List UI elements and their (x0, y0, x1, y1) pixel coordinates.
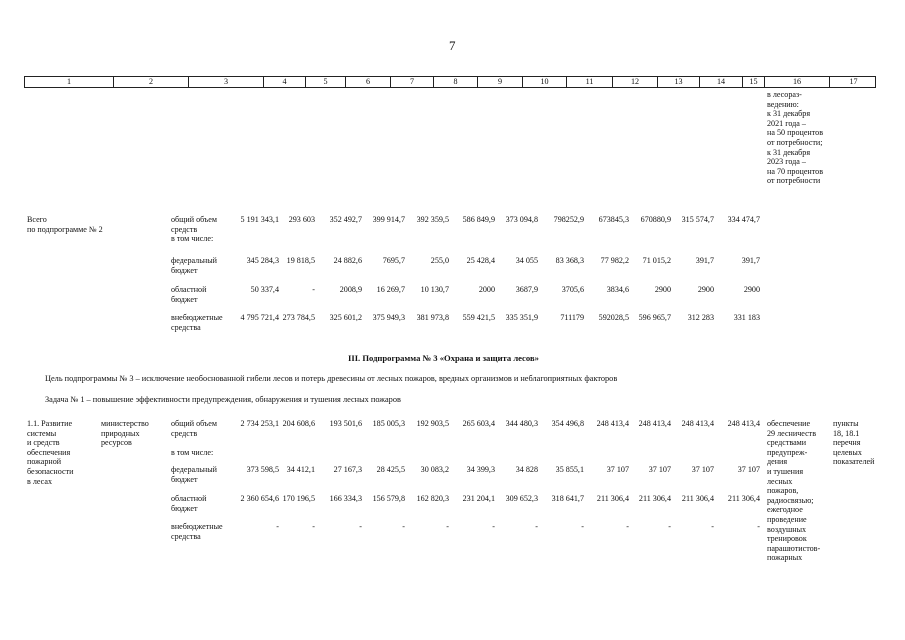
value-cell: 2900 (654, 285, 671, 294)
text-line: 2023 года – (767, 157, 806, 167)
value-cell: 325 601,2 (329, 313, 362, 322)
value-cell: - (535, 522, 538, 531)
value-cell: 28 425,5 (376, 465, 405, 474)
value-cell: 293 603 (288, 215, 315, 224)
value-cell: 335 351,9 (505, 313, 538, 322)
header-col-16: 16 (765, 77, 830, 87)
value-cell: - (668, 522, 671, 531)
value-cell: 37 107 (606, 465, 629, 474)
text-line: от потребности; (767, 137, 823, 147)
text-line: средствами (767, 438, 807, 448)
value-cell: 255,0 (430, 256, 449, 265)
text-line: к 31 декабря (767, 109, 811, 119)
value-cell: 373 094,8 (505, 215, 538, 224)
top-col16-text (767, 90, 823, 186)
value-cell: 391,7 (695, 256, 714, 265)
text-line: пожарных (767, 553, 803, 563)
value-cell: - (711, 522, 714, 531)
value-cell: 71 015,2 (642, 256, 671, 265)
value-cell: 392 359,5 (416, 215, 449, 224)
value-cell: - (402, 522, 405, 531)
funding-source (171, 465, 217, 484)
value-cell: 670880,9 (640, 215, 671, 224)
header-col-12: 12 (613, 77, 658, 87)
text-line: бюджет (171, 474, 198, 484)
text-line: внебюджетные (171, 522, 223, 531)
funding-source (171, 419, 217, 438)
value-cell: 211 306,4 (638, 494, 671, 503)
value-cell: 231 204,1 (462, 494, 495, 503)
value-cell: 2000 (478, 285, 495, 294)
value-cell: 334 474,7 (727, 215, 760, 224)
total-label (27, 215, 103, 234)
value-cell: - (446, 522, 449, 531)
text-line: пожарной (27, 457, 62, 467)
item-col17 (833, 419, 874, 467)
text-line: бюджет (171, 294, 198, 304)
text-line: областной (171, 285, 207, 294)
text-line: обеспечения (27, 447, 71, 457)
value-cell: 2008,9 (339, 285, 362, 294)
funding-source (171, 215, 217, 244)
value-cell: 248 413,4 (638, 419, 671, 428)
value-cell: - (359, 522, 362, 531)
text-line: в том числе: (171, 234, 214, 244)
value-cell: 34 399,3 (466, 465, 495, 474)
text-line: и средств (27, 438, 60, 448)
section-title: III. Подпрограмма № 3 «Охрана и защита лесов» (348, 353, 539, 363)
value-cell: 27 167,3 (333, 465, 362, 474)
value-cell: 3705,6 (561, 285, 584, 294)
text-line: по подпрограмме № 2 (27, 224, 103, 234)
text-line: обеспечение (767, 419, 811, 428)
value-cell: - (626, 522, 629, 531)
text-line: тренировок (767, 534, 807, 544)
text-line: министерство (101, 419, 149, 428)
header-col-10: 10 (523, 77, 567, 87)
text-line: средств (171, 224, 198, 234)
value-cell: 375 949,3 (372, 313, 405, 322)
text-line: безопасности (27, 466, 74, 476)
text-line: бюджет (171, 503, 198, 513)
value-cell: - (581, 522, 584, 531)
value-cell: 185 005,3 (372, 419, 405, 428)
text-line: показателей (833, 457, 875, 467)
text-line: дения (767, 457, 788, 467)
text-line: пункты (833, 419, 859, 428)
text-line: бюджет (171, 265, 198, 275)
text-line: на 50 процентов (767, 128, 824, 138)
text-line: Всего (27, 215, 47, 224)
text-line: федеральный (171, 256, 217, 265)
value-cell: 193 501,6 (329, 419, 362, 428)
page-number: 7 (449, 38, 456, 53)
value-cell: 37 107 (648, 465, 671, 474)
value-cell: 331 183 (733, 313, 760, 322)
text-line: общий объем (171, 419, 217, 428)
header-col-9: 9 (478, 77, 523, 87)
value-cell: 273 784,5 (282, 313, 315, 322)
text-line: средства (171, 531, 201, 541)
subprogram-task: Задача № 1 – повышение эффективности предупреждения, обнаружения и тушения лесных пожаров (45, 395, 401, 404)
value-cell: 354 496,8 (551, 419, 584, 428)
value-cell: 30 083,2 (420, 465, 449, 474)
item-col16 (767, 419, 820, 563)
value-cell: 192 903,5 (416, 419, 449, 428)
value-cell: 318 641,7 (551, 494, 584, 503)
text-line: 1.1. Развитие (27, 419, 73, 428)
value-cell: 34 055 (515, 256, 538, 265)
funding-source (171, 256, 217, 275)
header-col-3: 3 (189, 77, 264, 87)
value-cell: 2900 (743, 285, 760, 294)
text-line: средств (171, 428, 198, 438)
value-cell: 211 306,4 (681, 494, 714, 503)
value-cell: 381 973,8 (416, 313, 449, 322)
value-cell: 596 965,7 (638, 313, 671, 322)
funding-source (171, 285, 206, 304)
value-cell: 586 849,9 (462, 215, 495, 224)
value-cell: 4 795 721,4 (240, 313, 279, 322)
funding-source (171, 313, 223, 332)
value-cell: 2 734 253,1 (240, 419, 279, 428)
value-cell: 37 107 (691, 465, 714, 474)
value-cell: 25 428,4 (466, 256, 495, 265)
text-line: общий объем (171, 215, 217, 224)
header-col-13: 13 (658, 77, 700, 87)
value-cell: 204 608,6 (282, 419, 315, 428)
value-cell: 10 130,7 (420, 285, 449, 294)
value-cell: 2900 (697, 285, 714, 294)
value-cell: 5 191 343,1 (240, 215, 279, 224)
value-cell: - (757, 522, 760, 531)
text-line: системы (27, 428, 57, 438)
value-cell: - (492, 522, 495, 531)
text-line: парашютистов- (767, 543, 821, 553)
value-cell: 711179 (560, 313, 584, 322)
header-col-15: 15 (743, 77, 765, 87)
text-line: от потребности (767, 176, 821, 186)
funding-source (171, 448, 213, 458)
text-line: ежегодное (767, 505, 803, 515)
text-line: воздушных (767, 524, 807, 534)
value-cell: 211 306,4 (727, 494, 760, 503)
text-line: лесных (767, 476, 793, 486)
value-cell: 2 360 654,6 (240, 494, 279, 503)
value-cell: 344 480,3 (505, 419, 538, 428)
value-cell: 312 283 (687, 313, 714, 322)
value-cell: 373 598,5 (246, 465, 279, 474)
value-cell: 3687,9 (515, 285, 538, 294)
text-line: и тушения (767, 466, 804, 476)
value-cell: 156 579,8 (372, 494, 405, 503)
text-line: предупреж- (767, 447, 808, 457)
header-col-5: 5 (306, 77, 346, 87)
funding-source (171, 494, 206, 513)
text-line: 2021 года – (767, 118, 806, 128)
header-col-17: 17 (849, 77, 858, 86)
text-line: внебюджетные (171, 313, 223, 322)
value-cell: 309 652,3 (505, 494, 538, 503)
text-line: целевых (833, 447, 862, 457)
value-cell: 798252,9 (553, 215, 584, 224)
column-number-header (24, 76, 876, 88)
value-cell: 77 982,2 (600, 256, 629, 265)
value-cell: 162 820,3 (416, 494, 449, 503)
header-col-8: 8 (434, 77, 478, 87)
text-line: средства (171, 322, 201, 332)
header-col-11: 11 (567, 77, 613, 87)
value-cell: 391,7 (741, 256, 760, 265)
funding-source (171, 522, 223, 541)
value-cell: 34 828 (515, 465, 538, 474)
value-cell: 24 882,6 (333, 256, 362, 265)
text-line: 29 лесничеств (767, 428, 817, 438)
value-cell: - (276, 522, 279, 531)
text-line: в лесах (27, 476, 53, 486)
value-cell: 16 269,7 (376, 285, 405, 294)
text-line: 18, 18.1 (833, 428, 860, 438)
value-cell: 592028,5 (598, 313, 629, 322)
header-col-1: 1 (25, 77, 114, 87)
value-cell: 265 603,4 (462, 419, 495, 428)
value-cell: 345 284,3 (246, 256, 279, 265)
header-col-7: 7 (391, 77, 434, 87)
value-cell: 50 337,4 (250, 285, 279, 294)
value-cell: 7695,7 (382, 256, 405, 265)
value-cell: 166 334,3 (329, 494, 362, 503)
item-executor (101, 419, 149, 448)
header-col-4: 4 (264, 77, 306, 87)
text-line: ведению: (767, 99, 799, 109)
value-cell: 352 492,7 (329, 215, 362, 224)
value-cell: - (312, 285, 315, 294)
value-cell: 248 413,4 (681, 419, 714, 428)
text-line: пожаров, (767, 486, 799, 496)
text-line: в лесораз- (767, 90, 802, 99)
text-line: федеральный (171, 465, 217, 474)
value-cell: 211 306,4 (596, 494, 629, 503)
text-line: в том числе: (171, 448, 214, 457)
value-cell: 37 107 (737, 465, 760, 474)
value-cell: 399 914,7 (372, 215, 405, 224)
header-col-2: 2 (114, 77, 189, 87)
value-cell: 315 574,7 (681, 215, 714, 224)
value-cell: - (312, 522, 315, 531)
value-cell: 559 421,5 (462, 313, 495, 322)
text-line: перечня (833, 438, 861, 448)
header-col-6: 6 (346, 77, 391, 87)
header-col-14: 14 (700, 77, 743, 87)
value-cell: 34 412,1 (286, 465, 315, 474)
value-cell: 83 368,3 (555, 256, 584, 265)
value-cell: 673845,3 (598, 215, 629, 224)
value-cell: 3834,6 (606, 285, 629, 294)
text-line: к 31 декабря (767, 147, 811, 157)
value-cell: 35 855,1 (555, 465, 584, 474)
value-cell: 170 196,5 (282, 494, 315, 503)
item-name (27, 419, 73, 486)
text-line: на 70 процентов (767, 166, 824, 176)
text-line: радиосвязью; (767, 495, 814, 505)
subprogram-goal: Цель подпрограммы № 3 – исключение необоснованной гибели лесов и потерь древесины от лесных пожаров, вредных организмов и неблагоприятных факторов (45, 374, 618, 383)
text-line: областной (171, 494, 207, 503)
value-cell: 248 413,4 (727, 419, 760, 428)
text-line: ресурсов (101, 438, 132, 448)
value-cell: 19 818,5 (286, 256, 315, 265)
text-line: природных (101, 428, 140, 438)
value-cell: 248 413,4 (596, 419, 629, 428)
text-line: проведение (767, 514, 807, 524)
